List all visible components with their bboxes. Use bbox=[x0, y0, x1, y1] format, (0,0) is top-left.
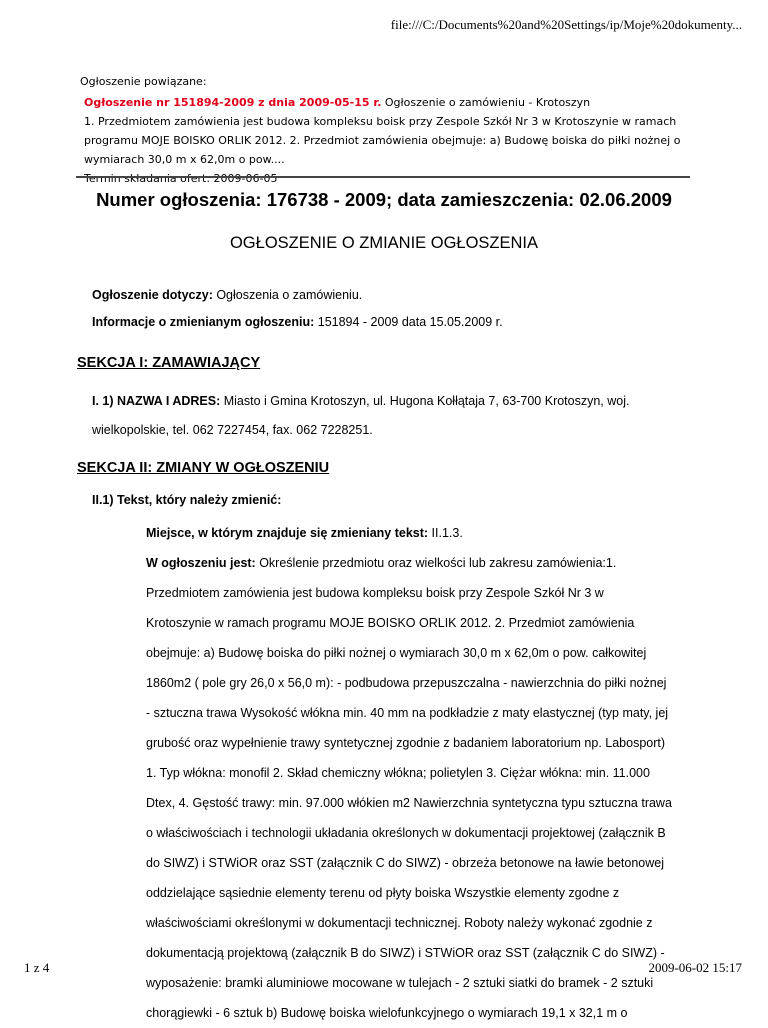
jest-line: do SIWZ) i STWiOR oraz SST (załącznik C do SIWZ) - obrzeża betonowe na ławie betonowej bbox=[146, 856, 665, 870]
jest-line: grubość oraz wypełnienie trawy syntetycznej zgodnie z badaniem laboratorium np. Labosport) bbox=[146, 736, 666, 750]
info-dotyczy-label: Ogłoszenie dotyczy: bbox=[92, 288, 213, 302]
address-label: I. 1) NAZWA I ADRES: bbox=[92, 394, 221, 408]
info-zmieniany bbox=[92, 315, 503, 329]
miejsce-label: Miejsce, w którym znajduje się zmieniany tekst: bbox=[146, 526, 429, 540]
jest-line: oddzielające sąsiednie elementy terenu od płyty boiska Wszystkie elementy zgodne z bbox=[146, 886, 620, 900]
print-footer-page: 1 z 4 bbox=[24, 960, 50, 975]
address-line-2: wielkopolskie, tel. 062 7227454, fax. 062 7228251. bbox=[92, 423, 373, 437]
related-first-line: Ogłoszenie o zamówieniu - Krotoszyn bbox=[381, 96, 591, 109]
jest-line: Przedmiotem zamówienia jest budowa kompleksu boisk przy Zespole Szkół Nr 3 w bbox=[146, 586, 604, 600]
jest-label: W ogłoszeniu jest: bbox=[146, 556, 256, 570]
related-line: 1. Przedmiotem zamówienia jest budowa kompleksu boisk przy Zespole Szkół Nr 3 w Krotoszynie w ramach bbox=[84, 115, 677, 128]
jest-line: Dtex, 4. Gęstość trawy: min. 97.000 włókien m2 Nawierzchnia syntetyczna typu sztuczna trawa bbox=[146, 796, 672, 810]
related-label: Ogłoszenie powiązane: bbox=[80, 75, 207, 88]
section-1-address bbox=[92, 387, 652, 445]
section-1-heading: SEKCJA I: ZAMAWIAJĄCY bbox=[77, 355, 261, 371]
jest-line: - sztuczna trawa Wysokość włókna min. 40 mm na podkładzie z maty elastycznej (typ maty, jej bbox=[146, 706, 669, 720]
info-zmieniany-label: Informacje o zmienianym ogłoszeniu: bbox=[92, 315, 315, 329]
jest-line: obejmuje: a) Budowę boiska do piłki nożnej o wymiarach 30,0 m x 62,0m o pow. całkowitej bbox=[146, 646, 647, 660]
related-line: programu MOJE BOISKO ORLIK 2012. 2. Przedmiot zamówienia obejmuje: a) Budowę boiska do piłki nożnej o bbox=[84, 134, 681, 147]
related-line: wymiarach 30,0 m x 62,0m o pow.... bbox=[84, 153, 285, 166]
related-deadline: Termin składania ofert: 2009-06-05 bbox=[84, 172, 278, 185]
info-dotyczy bbox=[92, 288, 362, 302]
jest-line: 1860m2 ( pole gry 26,0 x 56,0 m): - podbudowa przepuszczalna - nawierzchnia do piłki nożnej bbox=[146, 676, 667, 690]
print-footer-datetime: 2009-06-02 15:17 bbox=[648, 960, 742, 975]
jest-first-line: Określenie przedmiotu oraz wielkości lub zakresu zamówienia:1. bbox=[255, 556, 617, 570]
section-2-heading: SEKCJA II: ZMIANY W OGŁOSZENIU bbox=[77, 460, 330, 476]
jest-line: Krotoszynie w ramach programu MOJE BOISKO ORLIK 2012. 2. Przedmiot zamówienia bbox=[146, 616, 635, 630]
miejsce-value: II.1.3. bbox=[428, 526, 463, 540]
jest-line: dokumentacją projektową (załącznik B do SIWZ) i STWiOR oraz SST (załącznik C do SIWZ) - bbox=[146, 946, 665, 960]
info-zmieniany-value: 151894 - 2009 data 15.05.2009 r. bbox=[314, 315, 503, 329]
jest-line: o właściwościach i technologii układania określonych w dokumentacji projektowej (załącznik B bbox=[146, 826, 666, 840]
info-dotyczy-value: Ogłoszenia o zamówieniu. bbox=[212, 288, 363, 302]
section-2-subheading: II.1) Tekst, który należy zmienić: bbox=[92, 493, 282, 507]
related-notice-link[interactable]: Ogłoszenie nr 151894-2009 z dnia 2009-05-15 r. bbox=[84, 96, 382, 109]
jest-line: wyposażenie: bramki aluminiowe mocowane w tulejach - 2 sztuki siatki do bramek - 2 sztuki bbox=[146, 976, 654, 990]
page-title: Numer ogłoszenia: 176738 - 2009; data zamieszczenia: 02.06.2009 bbox=[96, 189, 672, 210]
related-box bbox=[80, 93, 700, 188]
jest-line: chorągiewki - 6 sztuk b) Budowę boiska wielofunkcyjnego o wymiarach 19,1 x 32,1 m o bbox=[146, 1006, 628, 1020]
jest-line: właściwościami określonymi w dokumentacji technicznej. Roboty należy wykonać zgodnie z bbox=[146, 916, 653, 930]
address-line-1: Miasto i Gmina Krotoszyn, ul. Hugona Kołłątaja 7, 63-700 Krotoszyn, woj. bbox=[220, 394, 630, 408]
changed-text-block bbox=[146, 518, 696, 1028]
horizontal-divider bbox=[76, 176, 690, 178]
page-subtitle: OGŁOSZENIE O ZMIANIE OGŁOSZENIA bbox=[229, 234, 539, 252]
related-notice bbox=[80, 72, 700, 188]
print-header-url: file:///C:/Documents%20and%20Settings/ip/Moje%20dokumenty... bbox=[390, 17, 742, 32]
jest-line: 1. Typ włókna: monofil 2. Skład chemiczny włókna; polietylen 3. Ciężar włókna: min. 11.000 bbox=[146, 766, 650, 780]
